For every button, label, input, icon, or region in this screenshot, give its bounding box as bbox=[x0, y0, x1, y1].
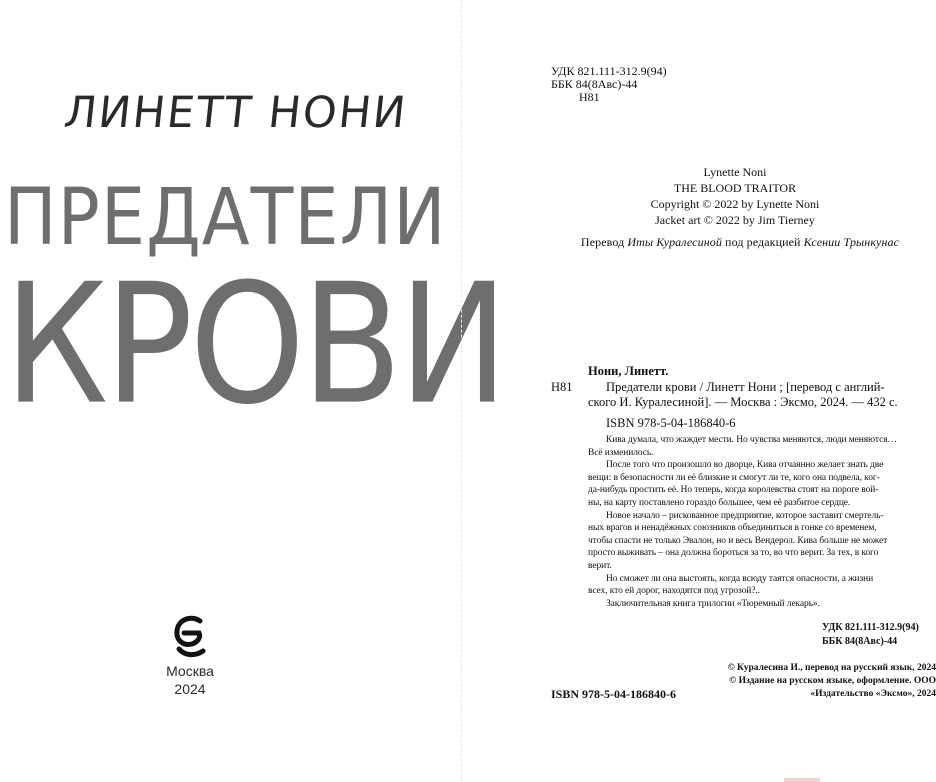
publisher-city: Москва bbox=[166, 663, 214, 679]
annotation-line: верит. bbox=[588, 560, 612, 571]
annotation-line: Кива думала, что жаждет мести. Но чувства меняются, люди меняются… bbox=[606, 435, 897, 445]
eksmo-logo-icon bbox=[170, 613, 210, 659]
author-code: Н81 bbox=[579, 90, 600, 104]
udk-code: УДК 821.111-312.9(94) bbox=[551, 64, 667, 78]
translation-middle: под редакцией bbox=[721, 235, 804, 249]
annotation-line: просто выживать – она должна бороться за то, во что верит. За тех, в кого bbox=[588, 548, 879, 559]
copyright-line: Copyright © 2022 by Lynette Noni bbox=[650, 197, 820, 211]
udk-code-bottom: УДК 821.111-312.9(94) bbox=[822, 622, 919, 633]
book-title-line2: КРОВИ bbox=[4, 248, 505, 442]
annotation-line: После того что произошло во дворце, Кива отчаянно желает знать две bbox=[606, 460, 884, 471]
copyright-block bbox=[560, 164, 910, 228]
legal-line: © Издание на русском языке, оформление. ООО bbox=[729, 676, 936, 686]
annotation-line: ны, на карту поставлено гораздо большее, чем её разбитое сердце. bbox=[588, 497, 851, 508]
classification-bottom bbox=[790, 621, 936, 649]
bibliography-line1: Предатели крови / Линетт Нони ; [перевод с англий- bbox=[606, 380, 885, 394]
translation-prefix: Перевод bbox=[580, 235, 628, 249]
translator-name: Иты Куралесиной bbox=[627, 235, 722, 249]
annotation-line: вещи: в безопасности ли её близкие и смогут ли те, кого она подвела, ког- bbox=[588, 472, 880, 483]
annotation-line: всех, кто ей дорог, находятся под угрозой?.. bbox=[588, 586, 760, 597]
page-edge-mark bbox=[784, 778, 820, 782]
annotation-line: ных врагов и ненадёжных союзников объединиться в гонке со временем, bbox=[588, 523, 877, 534]
annotation-line: чтобы спасти не только Эвалон, но и весь Вендерол. Кива больше не может bbox=[588, 535, 888, 546]
publish-year: 2024 bbox=[174, 681, 206, 697]
bibliography-line2: ского И. Куралесиной]. — Москва : Эксмо, 2024. — 432 с. bbox=[588, 395, 898, 409]
page-divider bbox=[461, 0, 462, 782]
original-title: THE BLOOD TRAITOR bbox=[673, 181, 797, 195]
bbk-code-bottom: ББК 84(8Авс)-44 bbox=[822, 636, 898, 647]
jacket-line: Jacket art © 2022 by Jim Tierney bbox=[655, 213, 815, 227]
legal-line: © Куралесина И., перевод на русский язык, 2024 bbox=[727, 663, 936, 673]
annotation-line: Новое начало – рискованное предприятие, которое заставит смертель- bbox=[606, 510, 884, 521]
translation-credit bbox=[520, 235, 936, 250]
annotation-line: Заключительная книга трилогии «Тюремный лекарь». bbox=[606, 598, 820, 609]
original-author: Lynette Noni bbox=[703, 165, 767, 179]
bbk-code: ББК 84(8Авс)-44 bbox=[551, 77, 638, 91]
isbn-bottom: ISBN 978-5-04-186840-6 bbox=[551, 687, 676, 701]
legal-notice bbox=[716, 662, 936, 701]
bibliography-isbn: ISBN 978-5-04-186840-6 bbox=[606, 416, 736, 430]
book-author: ЛИНЕТТ НОНИ bbox=[61, 88, 410, 138]
annotation-line: Всё изменилось. bbox=[588, 447, 654, 458]
bibliography-author: Нони, Линетт. bbox=[588, 364, 669, 378]
annotation-line: да-нибудь простить её. Но теперь, когда королевства стоят на пороге вой- bbox=[588, 485, 879, 496]
bibliography-text bbox=[588, 380, 936, 410]
book-title-line1: ПРЕДАТЕЛИ bbox=[4, 171, 447, 264]
legal-line: «Издательство «Эксмо», 2024 bbox=[810, 689, 936, 699]
annotation-line: Но сможет ли она выстоять, когда всюду таятся опасности, а жизни bbox=[606, 573, 874, 584]
editor-name: Ксении Трынкунас bbox=[803, 235, 900, 249]
classification-block bbox=[551, 65, 667, 104]
annotation bbox=[588, 434, 936, 610]
bibliography-code: Н81 bbox=[551, 380, 573, 394]
